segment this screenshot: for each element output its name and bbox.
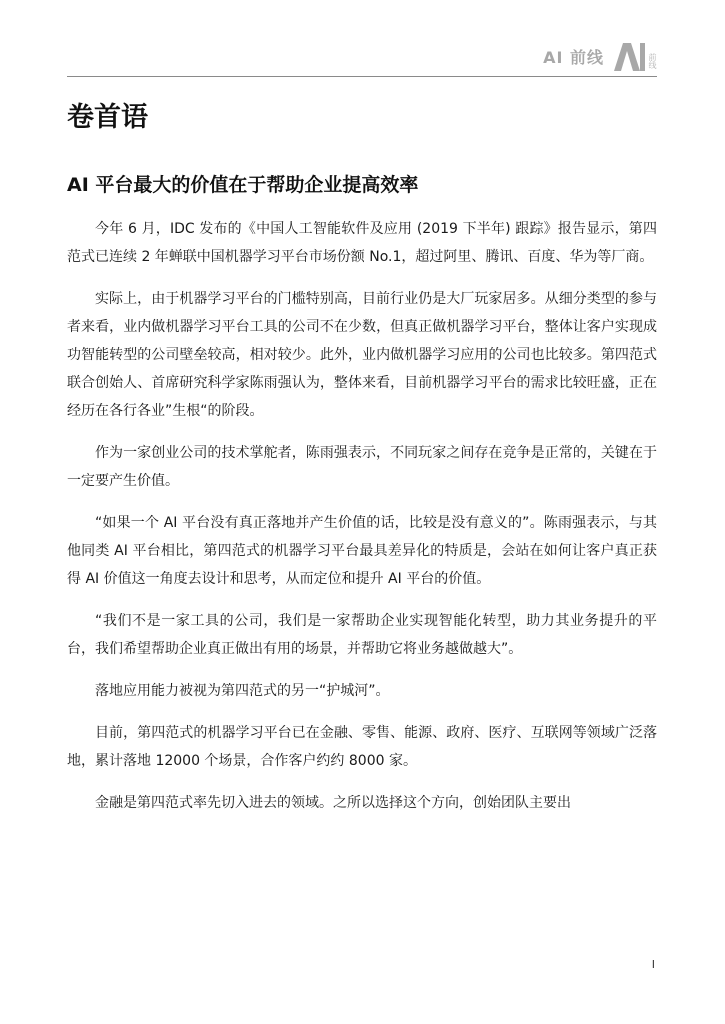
- brand-small-text: 前线: [648, 53, 657, 69]
- paragraph: 金融是第四范式率先切入进去的领域。之所以选择这个方向，创始团队主要出: [95, 795, 571, 811]
- page-header: [543, 38, 657, 74]
- section-title: 卷首语: [67, 102, 148, 133]
- paragraph: 今年 6 月，IDC 发布的《中国人工智能软件及应用 (2019 下半年) 跟踪》报告显示，第四范式已连续 2 年蝉联中国机器学习平台市场份额 No.1，超过阿里、腾讯、百度、华为等厂商。: [67, 221, 657, 265]
- paragraph: 目前，第四范式的机器学习平台已在金融、零售、能源、政府、医疗、互联网等领域广泛落地，累计落地 12000 个场景，合作客户约约 8000 家。: [67, 725, 657, 769]
- brand-text: AI 前线: [543, 47, 604, 67]
- paragraph: “我们不是一家工具的公司，我们是一家帮助企业实现智能化转型，助力其业务提升的平台，我们希望帮助企业真正做出有用的场景，并帮助它将业务越做越大”。: [67, 613, 657, 657]
- paragraph: 实际上，由于机器学习平台的门槛特别高，目前行业仍是大厂玩家居多。从细分类型的参与者来看，业内做机器学习平台工具的公司不在少数，但真正做机器学习平台，整体让客户实现成功智能转型的公司壁垒较高，相对较少。此外，业内做机器学习应用的公司也比较多。第四范式联合创始人、首席研究科学家陈雨强认为，整体来看，目前机器学习平台的需求比较旺盛，正在经历在各行各业”生根“的阶段。: [67, 291, 657, 419]
- paragraph: 落地应用能力被视为第四范式的另一“护城河”。: [95, 683, 390, 699]
- article-body: [67, 215, 657, 831]
- paragraph: “如果一个 AI 平台没有真正落地并产生价值的话，比较是没有意义的”。陈雨强表示，与其他同类 AI 平台相比，第四范式的机器学习平台最具差异化的特质是，会站在如何让客户真正获得 AI 价值这一角度去设计和思考，从而定位和提升 AI 平台的价值。: [67, 515, 657, 587]
- header-divider: [67, 76, 657, 77]
- article-title: AI 平台最大的价值在于帮助企业提高效率: [67, 174, 419, 196]
- brand-logo: [612, 41, 657, 71]
- page-number: I: [651, 958, 655, 971]
- paragraph: 作为一家创业公司的技术掌舵者，陈雨强表示，不同玩家之间存在竞争是正常的，关键在于一定要产生价值。: [67, 445, 657, 489]
- ai-logo-icon: [612, 41, 646, 71]
